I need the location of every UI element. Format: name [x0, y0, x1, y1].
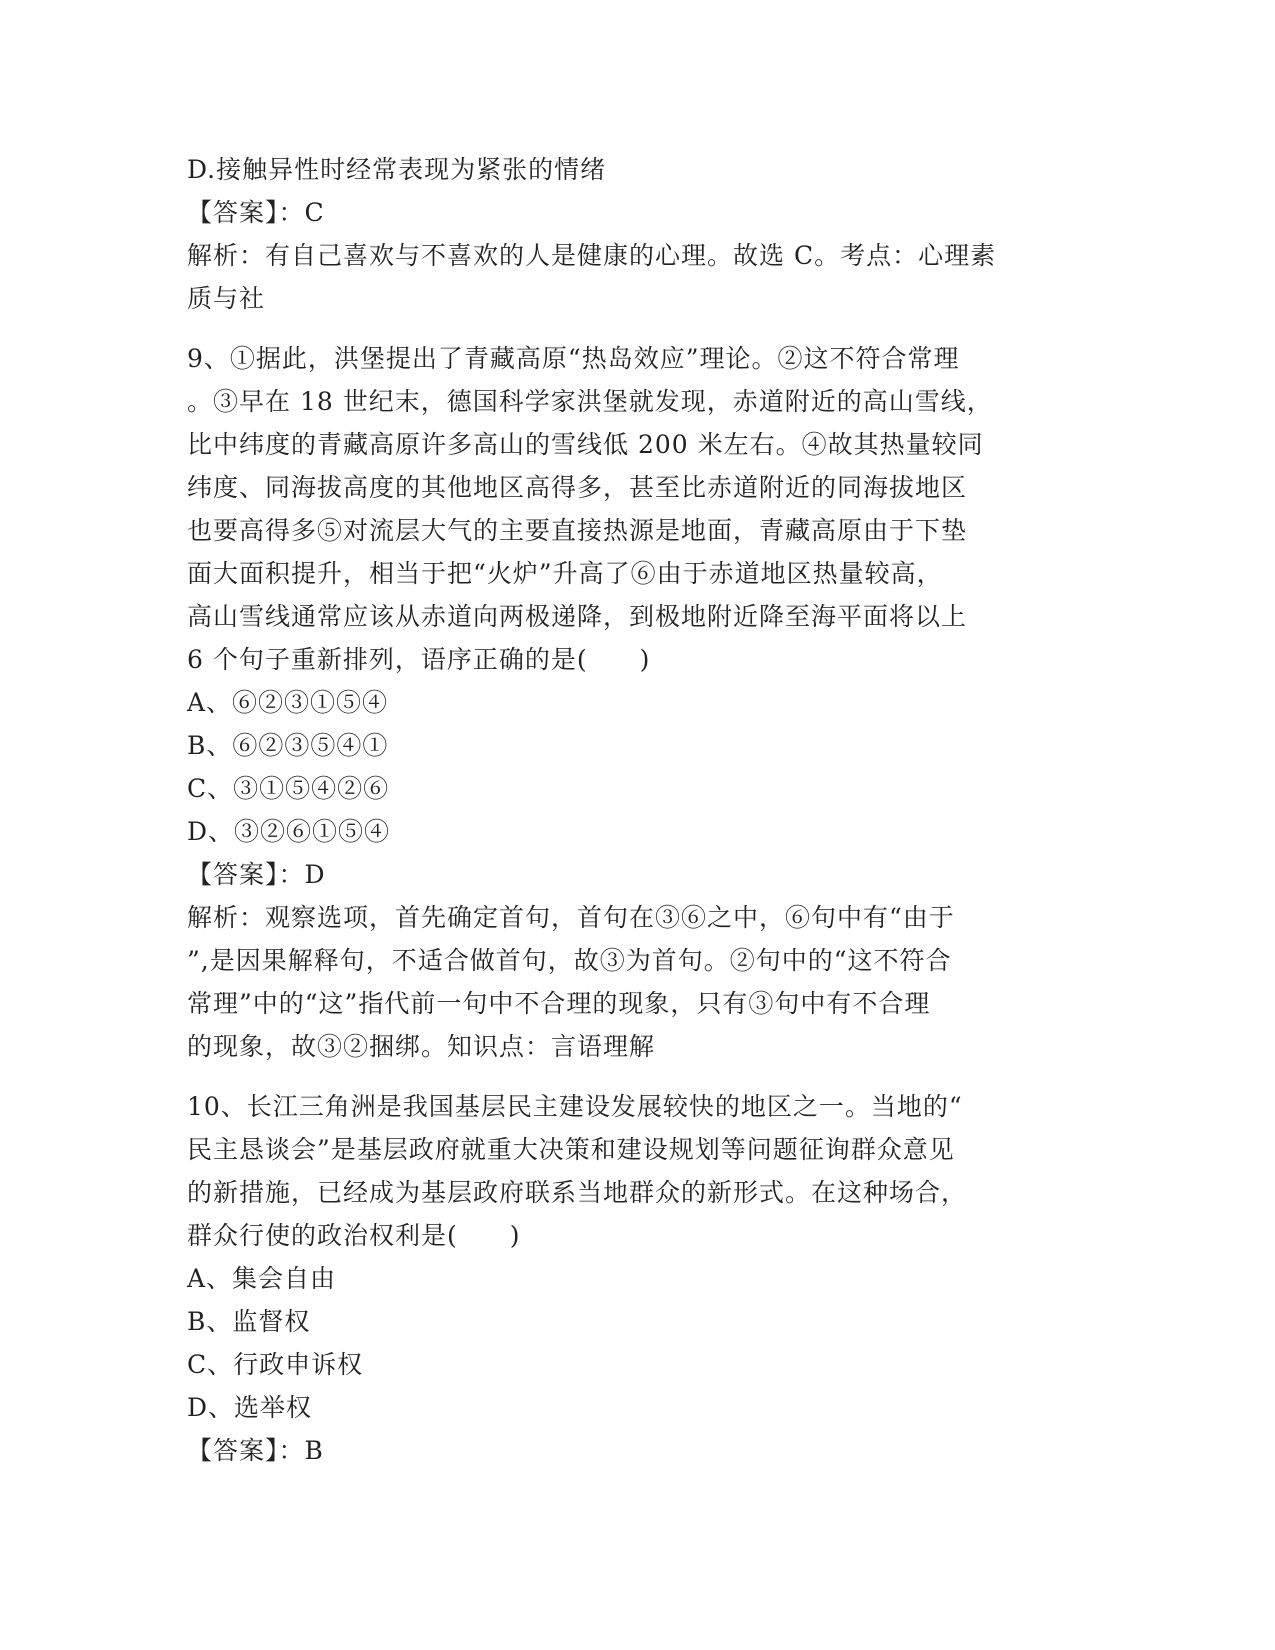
question-stem-line: 纬度、同海拔高度的其他地区高得多，甚至比赤道附近的同海拔地区	[187, 473, 968, 502]
question-stem-line: 比中纬度的青藏高原许多高山的雪线低 200 米左右。④故其热量较同	[187, 430, 984, 459]
option-d: D.接触异性时经常表现为紧张的情绪	[187, 155, 607, 184]
option-b: B、⑥②③⑤④①	[187, 731, 389, 760]
explanation-line: ”,是因果解释句，不适合做首句，故③为首句。②句中的“这不符合	[187, 946, 952, 975]
option-c: C、行政申诉权	[187, 1350, 364, 1379]
question-stem-line: 的新措施，已经成为基层政府联系当地群众的新形式。在这种场合，	[187, 1178, 968, 1207]
question-stem-line: 群众行使的政治权利是( )	[187, 1221, 521, 1250]
explanation-line: 解析：观察选项，首先确定首句，首句在③⑥之中，⑥句中有“由于	[187, 903, 955, 932]
question-stem-line: 。③早在 18 世纪末，德国科学家洪堡就发现，赤道附近的高山雪线，	[187, 387, 993, 416]
option-d: D、③②⑥①⑤④	[187, 817, 391, 846]
explanation-line: 质与社	[187, 284, 266, 313]
option-d: D、选举权	[187, 1393, 313, 1422]
question-stem-line: 高山雪线通常应该从赤道向两极递降，到极地附近降至海平面将以上	[187, 602, 968, 631]
question-stem-line: 也要高得多⑤对流层大气的主要直接热源是地面，青藏高原由于下垫	[187, 516, 968, 545]
explanation-line: 解析：有自己喜欢与不喜欢的人是健康的心理。故选 C。考点：心理素	[187, 241, 997, 270]
question-10	[187, 1085, 1087, 1472]
previous-question-tail	[187, 148, 1087, 320]
question-stem-line: 9、①据此，洪堡提出了青藏高原“热岛效应”理论。②这不符合常理	[187, 344, 960, 373]
document-page	[187, 148, 1087, 1472]
answer-line: 【答案】：C	[187, 198, 325, 227]
answer-line: 【答案】：D	[187, 860, 326, 889]
question-9	[187, 337, 1087, 1068]
question-stem-line: 民主恳谈会”是基层政府就重大决策和建设规划等问题征询群众意见	[187, 1135, 955, 1164]
option-c: C、③①⑤④②⑥	[187, 774, 390, 803]
question-stem-line: 10、长江三角洲是我国基层民主建设发展较快的地区之一。当地的“	[187, 1092, 963, 1121]
option-b: B、监督权	[187, 1307, 311, 1336]
option-a: A、⑥②③①⑤④	[187, 688, 389, 717]
explanation-line: 常理”中的“这”指代前一句中不合理的现象，只有③句中有不合理	[187, 989, 931, 1018]
answer-line: 【答案】：B	[187, 1436, 324, 1465]
question-stem-line: 6 个句子重新排列，语序正确的是( )	[187, 645, 651, 674]
option-a: A、集会自由	[187, 1264, 337, 1293]
explanation-line: 的现象，故③②捆绑。知识点：言语理解	[187, 1032, 656, 1061]
question-stem-line: 面大面积提升，相当于把“火炉”升高了⑥由于赤道地区热量较高，	[187, 559, 943, 588]
